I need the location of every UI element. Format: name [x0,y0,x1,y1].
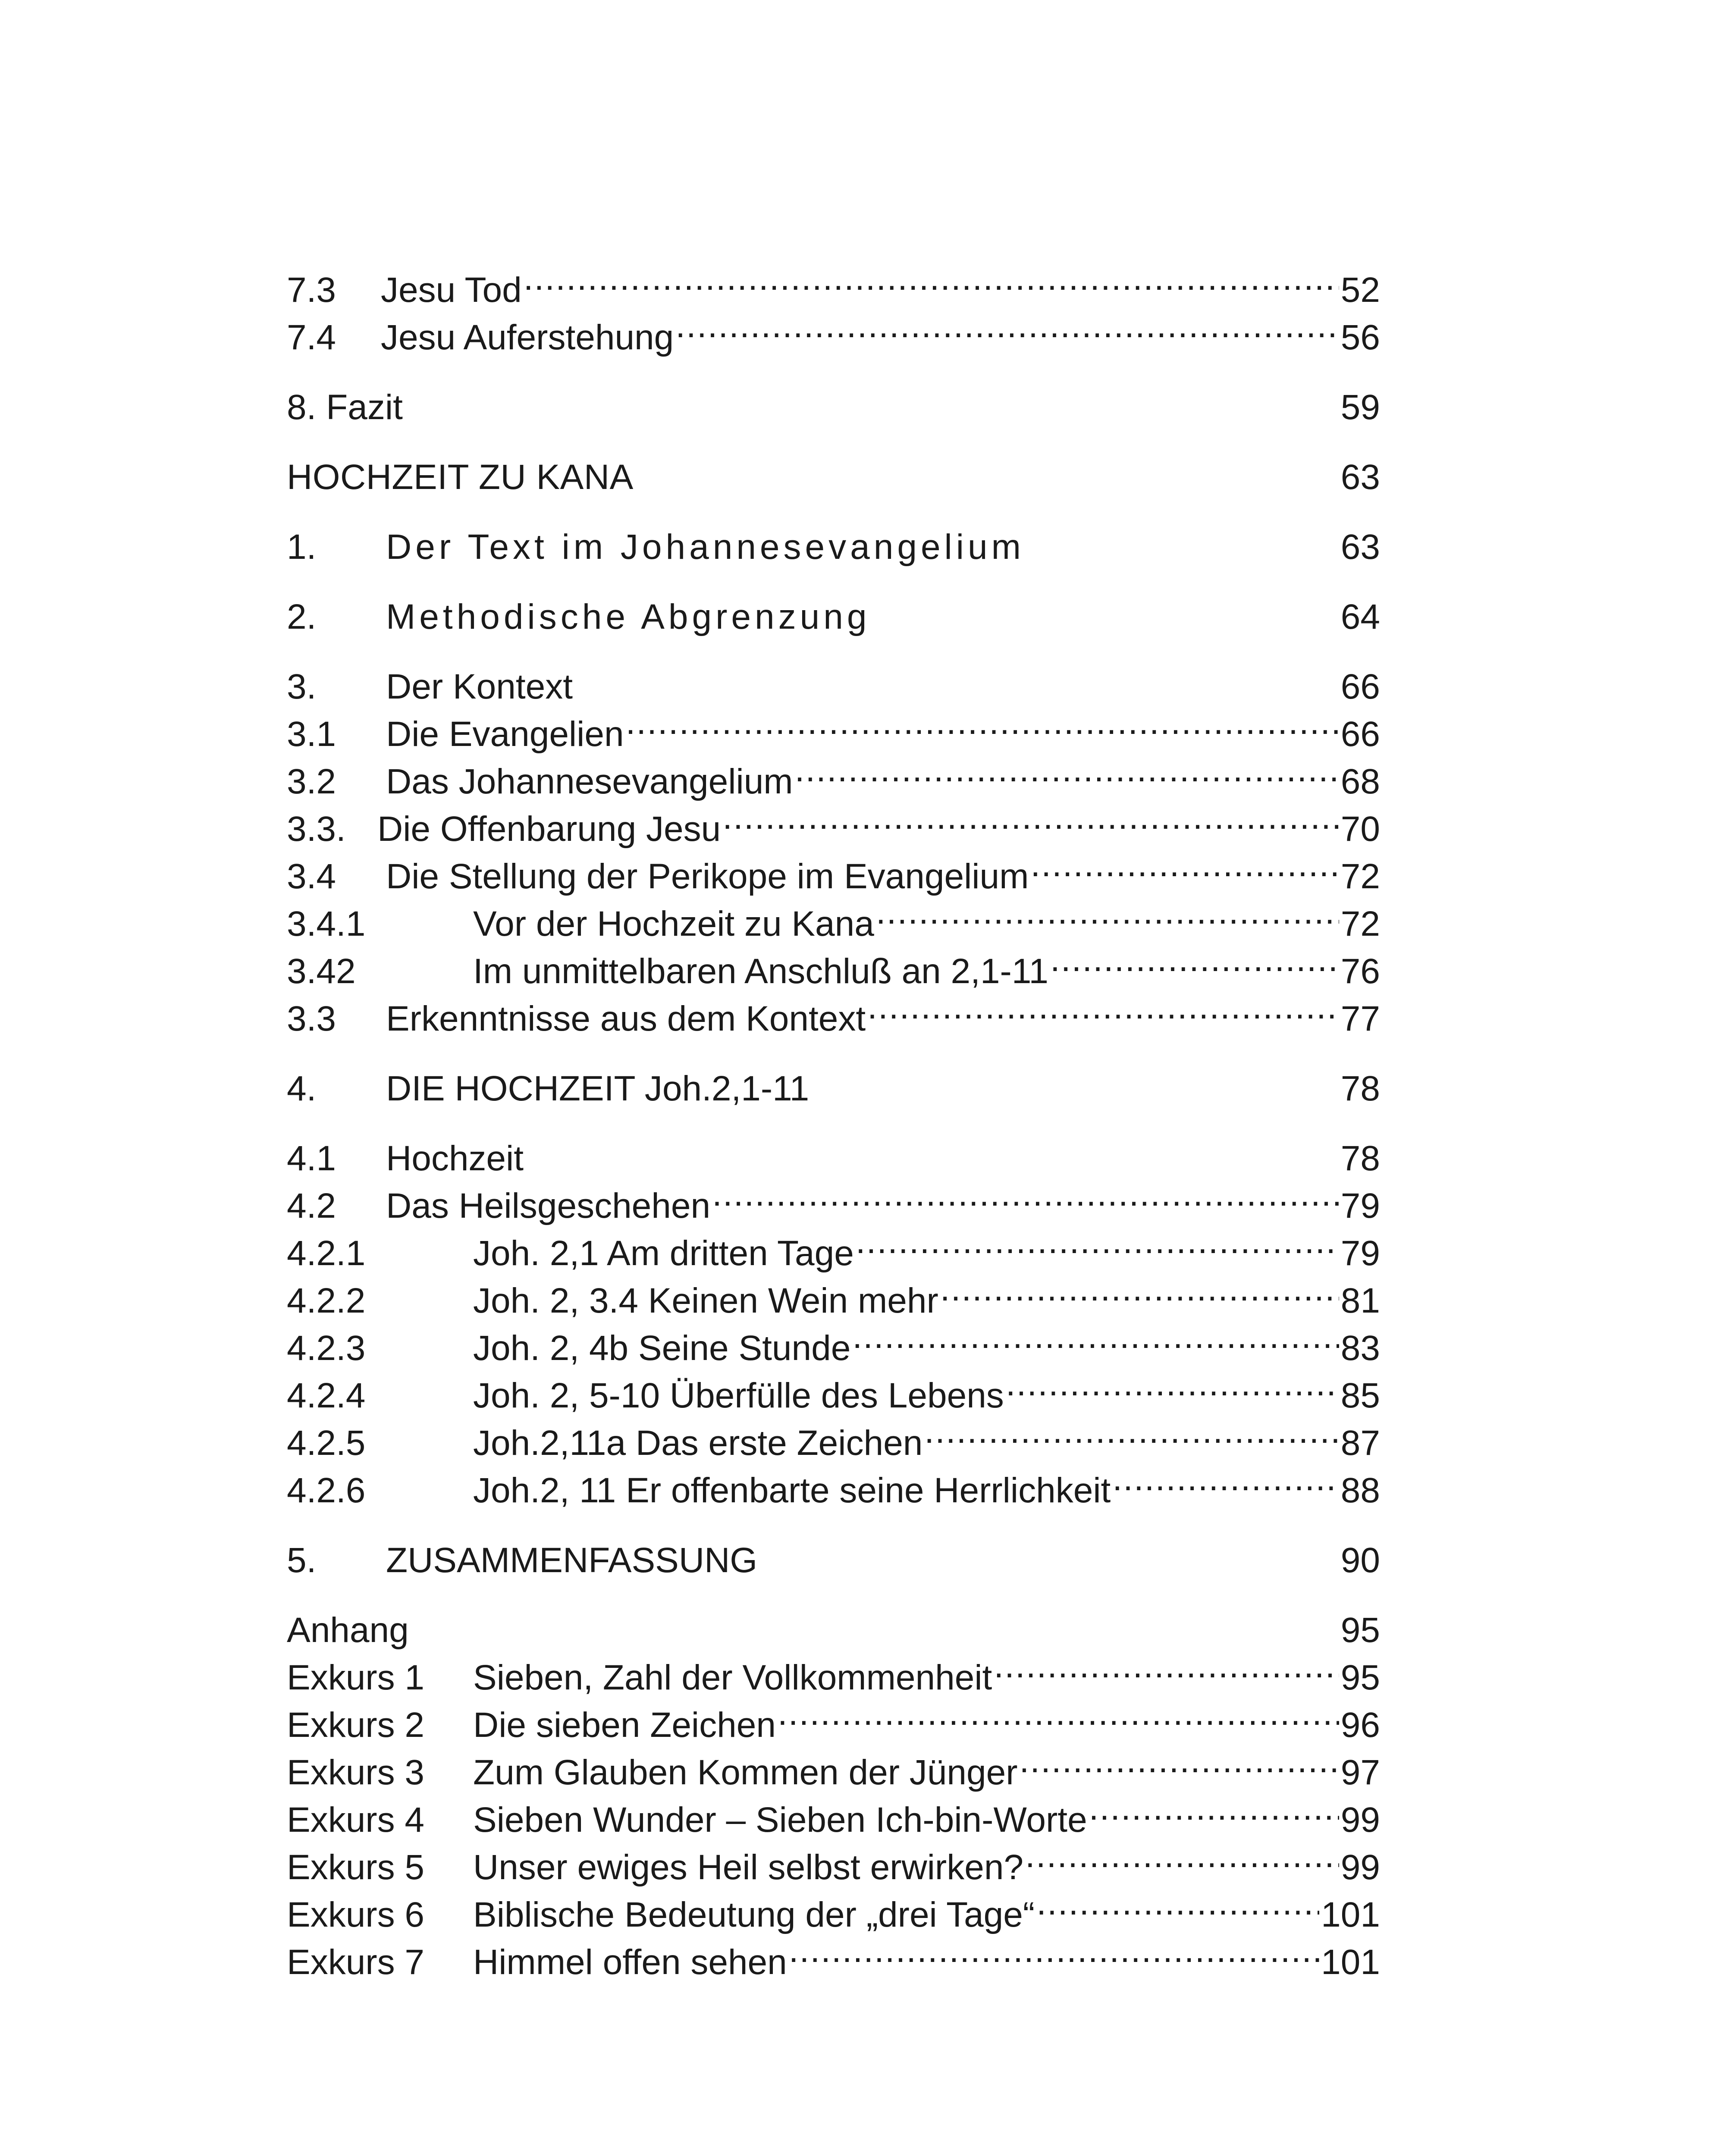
toc-entry-title: Methodische Abgrenzung [386,597,871,636]
toc-entry-number: 2. [287,597,317,636]
toc-entry-page: 85 [1340,1376,1380,1415]
dot-leader [789,1927,1319,1974]
dot-leader [1020,1737,1339,1784]
toc-entry-page: 64 [1340,597,1380,636]
toc-entry-page: 66 [1340,714,1380,754]
toc-entry-page: 96 [1340,1705,1380,1745]
toc-entry-number: 3.4 [287,857,336,896]
dot-leader [626,699,1339,746]
toc-entry-page: 87 [1340,1423,1380,1463]
toc-entry-title: Die Stellung der Perikope im Evangelium [386,857,1029,896]
dot-leader [411,1595,1339,1642]
toc-entry-page: 56 [1340,318,1380,357]
dot-leader [1089,1784,1339,1832]
dot-leader [712,1170,1339,1218]
toc-entry-title: Die sieben Zeichen [473,1705,776,1745]
toc-entry-number: HOCHZEIT ZU KANA [287,458,634,497]
toc-entry [287,651,1380,706]
dot-leader [867,983,1339,1031]
dot-leader [811,1053,1339,1100]
toc-entry-title: Sieben Wunder – Sieben Ich-bin-Worte [473,1800,1087,1839]
dot-leader [635,442,1339,489]
dot-leader [1006,1360,1339,1407]
toc-entry-title: Der Text im Johannesevangelium [386,527,1025,567]
toc-entry-number: 8. Fazit [287,388,403,427]
toc-entry-page: 59 [1340,388,1380,427]
toc-entry-page: 68 [1340,762,1380,801]
toc-entry [287,442,1380,497]
dot-leader [795,746,1339,793]
toc-entry-page: 97 [1340,1753,1380,1792]
toc-entry-title: Hochzeit [386,1139,524,1178]
toc-entry-title: Das Johannesevangelium [386,762,793,801]
dot-leader [1026,511,1339,559]
toc-entry-number: Exkurs 6 [287,1895,424,1934]
toc-entry-title: Erkenntnisse aus dem Kontext [386,999,866,1038]
dot-leader [524,254,1339,302]
toc-entry-number: Exkurs 3 [287,1753,424,1792]
toc-entry-title: Biblische Bedeutung der „drei Tage“ [473,1895,1035,1934]
dot-leader [994,1642,1339,1689]
toc-entry-page: 81 [1340,1281,1380,1320]
toc-entry-page: 52 [1340,270,1380,310]
dot-leader [1030,841,1339,888]
toc-entry-page: 70 [1340,809,1380,849]
dot-leader [872,581,1339,629]
toc-entry-page: 63 [1340,458,1380,497]
toc-entry-number: Anhang [287,1611,409,1650]
toc-entry-page: 77 [1340,999,1380,1038]
toc-entry-page: 95 [1340,1611,1380,1650]
dot-leader [675,302,1339,349]
toc-entry-title: Jesu Auferstehung [381,318,674,357]
toc-entry-number: 4.2.5 [287,1423,366,1463]
toc-entry-page: 72 [1340,857,1380,896]
toc-entry-page: 72 [1340,904,1380,943]
table-of-contents [287,254,1380,1982]
dot-leader [525,1123,1339,1170]
toc-entry-number: 3.1 [287,714,336,754]
toc-entry [287,1595,1380,1650]
toc-entry-page: 101 [1321,1895,1380,1934]
toc-entry-page: 99 [1340,1848,1380,1887]
dot-leader [940,1265,1339,1313]
toc-entry-page: 83 [1340,1329,1380,1368]
toc-entry-title: DIE HOCHZEIT Joh.2,1-11 [386,1069,810,1108]
dot-leader [1050,936,1339,983]
toc-entry-number: 3.3. [287,809,346,849]
dot-leader [405,372,1339,419]
toc-entry [287,1642,1380,1697]
toc-entry-page: 63 [1340,527,1380,567]
toc-entry-title: ZUSAMMENFASSUNG [386,1541,758,1580]
toc-entry-number: Exkurs 4 [287,1800,424,1839]
dot-leader [924,1407,1339,1455]
toc-entry-number: 1. [287,527,317,567]
toc-entry-number: 4.2 [287,1186,336,1225]
toc-entry-title: Joh.2, 11 Er offenbarte seine Herrlichkeit [473,1471,1111,1510]
toc-entry-number: 4. [287,1069,317,1108]
dot-leader [1112,1455,1339,1502]
toc-entry-number: 4.2.2 [287,1281,366,1320]
toc-entry-title: Die Evangelien [386,714,624,754]
toc-entry-title: Joh. 2,1 Am dritten Tage [473,1234,854,1273]
toc-entry-number: 3. [287,667,317,706]
toc-entry [287,1525,1380,1580]
toc-entry-number: Exkurs 7 [287,1943,424,1982]
toc-entry-page: 95 [1340,1658,1380,1697]
dot-leader [574,651,1339,699]
toc-entry-title: Unser ewiges Heil selbst erwirken? [473,1848,1024,1887]
dot-leader [1036,1879,1319,1927]
toc-entry-page: 78 [1340,1139,1380,1178]
toc-entry-title: Im unmittelbaren Anschluß an 2,1-11 [473,952,1048,991]
toc-entry-page: 99 [1340,1800,1380,1839]
toc-entry-page: 90 [1340,1541,1380,1580]
toc-entry [287,581,1380,636]
dot-leader [759,1525,1339,1572]
toc-entry-page: 76 [1340,952,1380,991]
toc-entry-number: 7.4 [287,318,336,357]
toc-entry [287,254,1380,310]
toc-entry-title: Joh. 2, 3.4 Keinen Wein mehr [473,1281,938,1320]
toc-entry-number: 4.2.6 [287,1471,366,1510]
dot-leader [722,793,1339,841]
toc-entry-number: 5. [287,1541,317,1580]
toc-entry [287,511,1380,567]
toc-entry [287,1053,1380,1108]
toc-entry-number: 4.2.3 [287,1329,366,1368]
dot-leader [856,1218,1339,1265]
toc-entry-page: 66 [1340,667,1380,706]
toc-entry-number: 4.1 [287,1139,336,1178]
toc-entry-title: Das Heilsgeschehen [386,1186,711,1225]
toc-entry-title: Joh.2,11a Das erste Zeichen [473,1423,923,1463]
dot-leader [778,1689,1339,1737]
toc-entry-title: Himmel offen sehen [473,1943,787,1982]
toc-entry-number: 4.2.1 [287,1234,366,1273]
toc-entry-number: 3.42 [287,952,356,991]
toc-entry-number: 3.3 [287,999,336,1038]
toc-entry-number: Exkurs 1 [287,1658,424,1697]
toc-entry-page: 78 [1340,1069,1380,1108]
toc-entry-page: 88 [1340,1471,1380,1510]
toc-entry-number: Exkurs 2 [287,1705,424,1745]
toc-entry-number: Exkurs 5 [287,1848,424,1887]
toc-entry [287,372,1380,427]
toc-entry-page: 79 [1340,1186,1380,1225]
dot-leader [852,1313,1339,1360]
toc-entry-title: Joh. 2, 5-10 Überfülle des Lebens [473,1376,1004,1415]
toc-entry-title: Die Offenbarung Jesu [377,809,721,849]
toc-entry-number: 7.3 [287,270,336,310]
toc-entry-title: Sieben, Zahl der Vollkommenheit [473,1658,992,1697]
toc-entry-number: 3.4.1 [287,904,366,943]
toc-entry-title: Vor der Hochzeit zu Kana [473,904,874,943]
toc-entry-title: Jesu Tod [381,270,522,310]
toc-entry [287,1123,1380,1178]
toc-entry-title: Der Kontext [386,667,573,706]
toc-entry-number: 3.2 [287,762,336,801]
toc-entry-page: 101 [1321,1943,1380,1982]
dot-leader [1025,1832,1339,1879]
toc-entry-number: 4.2.4 [287,1376,366,1415]
toc-entry-title: Zum Glauben Kommen der Jünger [473,1753,1018,1792]
toc-entry-title: Joh. 2, 4b Seine Stunde [473,1329,851,1368]
toc-entry-page: 79 [1340,1234,1380,1273]
dot-leader [876,888,1339,936]
